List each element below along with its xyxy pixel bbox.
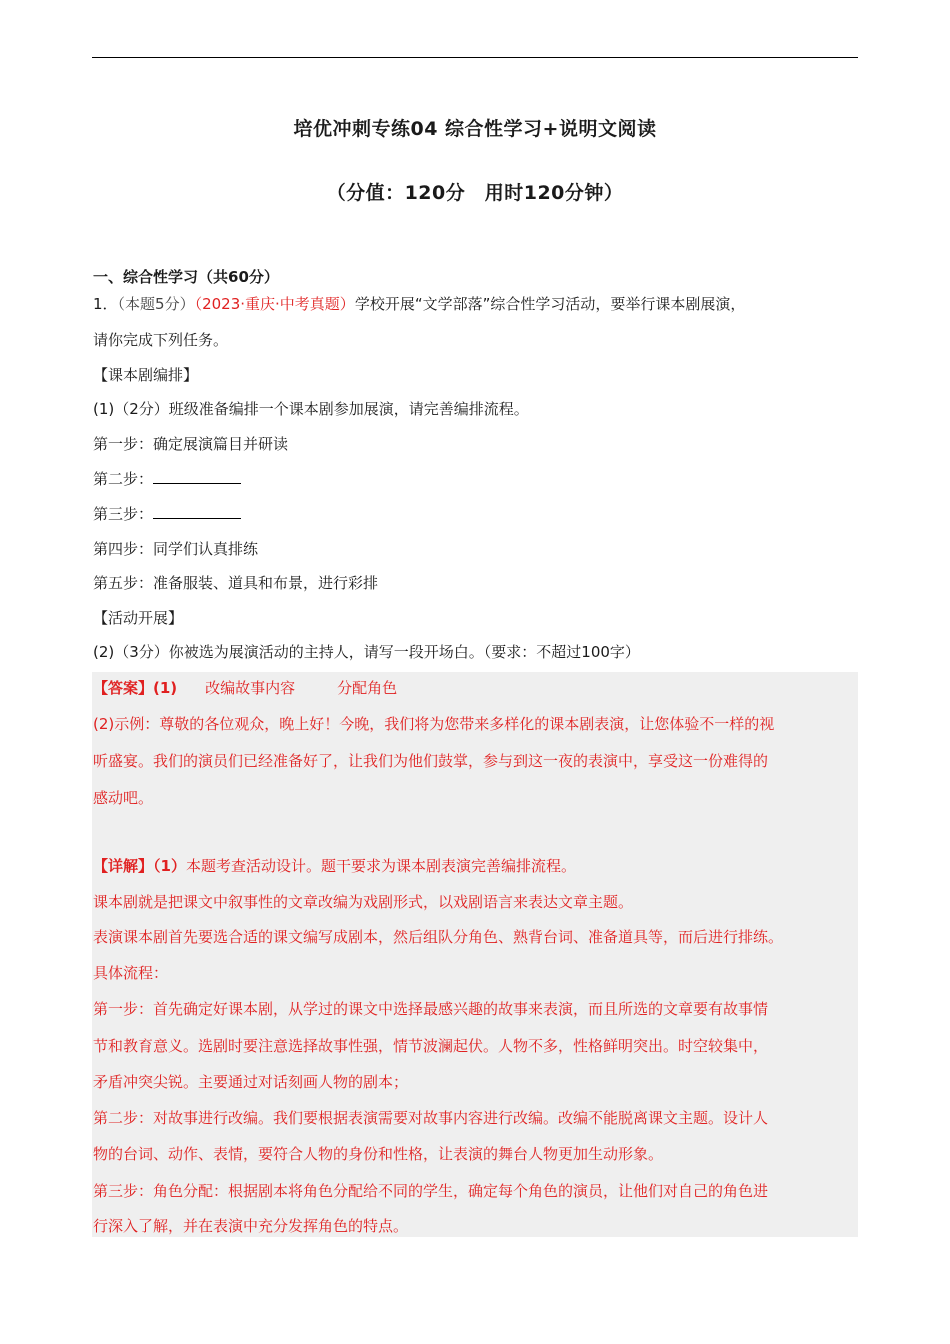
explanation-line6: 节和教育意义。选剧时要注意选择故事性强，情节波澜起伏。人物不多，性格鲜明突出。时空较集中， [93, 1037, 769, 1055]
header-rule [92, 57, 858, 58]
answer-part1 [93, 677, 397, 698]
step-1: 第一步：确定展演篇目并研读 [93, 435, 289, 453]
explanation-label: 【详解】（1） [93, 857, 186, 875]
explanation-line11: 行深入了解，并在表演中充分发挥角色的特点。 [93, 1217, 409, 1235]
question-text-cont: 请你完成下列任务。 [93, 331, 229, 349]
page-subtitle: （分值：120分 用时120分钟） [326, 182, 624, 204]
answer-p2-line1: (2)示例：尊敬的各位观众，晚上好！今晚，我们将为您带来多样化的课本剧表演，让您体验不一样的视 [93, 715, 775, 733]
section-heading: 一、综合性学习（共60分） [93, 268, 279, 286]
explanation-line1 [93, 855, 576, 876]
explanation-line9: 物的台词、动作、表情，要符合人物的身份和性格，让表演的舞台人物更加生动形象。 [93, 1145, 664, 1163]
part1-heading: 【课本剧编排】 [93, 366, 199, 384]
explanation-line2: 课本剧就是把课文中叙事性的文章改编为戏剧形式，以戏剧语言来表达文章主题。 [93, 893, 634, 911]
answer-p2-line3: 感动吧。 [93, 789, 154, 807]
step-5: 第五步：准备服装、道具和布景，进行彩排 [93, 574, 379, 592]
question-source: （2023·重庆·中考真题） [194, 295, 355, 313]
explanation-line10: 第三步：角色分配：根据剧本将角色分配给不同的学生，确定每个角色的演员，让他们对自己的角色进 [93, 1182, 769, 1200]
page-title: 培优冲刺专练04 综合性学习+说明文阅读 [293, 118, 657, 140]
step-3-label: 第三步： [93, 505, 154, 523]
step-3 [93, 503, 241, 524]
subquestion-2: (2)（3分）你被选为展演活动的主持人，请写一段开场白。（要求：不超过100字） [93, 643, 640, 661]
explanation-text: 本题考查活动设计。题干要求为课本剧表演完善编排流程。 [185, 857, 576, 875]
explanation-line3: 表演课本剧首先要选合适的课文编写成剧本，然后组队分角色、熟背台词、准备道具等，而后进行排练。 [93, 928, 784, 946]
step-2-blank [153, 469, 241, 484]
answer-p2-line2: 听盛宴。我们的演员们已经准备好了，让我们为他们鼓掌，参与到这一夜的表演中，享受这一份难得的 [93, 752, 769, 770]
part2-heading: 【活动开展】 [93, 609, 184, 627]
step-4: 第四步：同学们认真排练 [93, 540, 259, 558]
step-3-blank [153, 504, 241, 519]
explanation-line5: 第一步：首先确定好课本剧，从学过的课文中选择最感兴趣的故事来表演，而且所选的文章要有故事情 [93, 1000, 769, 1018]
question-intro [93, 293, 745, 314]
answer-item-1: 改编故事内容 [205, 679, 296, 697]
step-2-label: 第二步： [93, 470, 154, 488]
step-2 [93, 468, 241, 489]
question-number: 1． [93, 295, 118, 313]
explanation-line8: 第二步：对故事进行改编。我们要根据表演需要对故事内容进行改编。改编不能脱离课文主题。设计人 [93, 1109, 769, 1127]
explanation-line7: 矛盾冲突尖锐。主要通过对话刻画人物的剧本； [93, 1073, 409, 1091]
question-text: 学校开展“文学部落”综合性学习活动，要举行课本剧展演， [354, 295, 746, 313]
answer-label: 【答案】(1) [93, 679, 178, 697]
subquestion-1: (1)（2分）班级准备编排一个课本剧参加展演，请完善编排流程。 [93, 400, 529, 418]
question-score: （本题5分） [117, 295, 195, 313]
answer-item-2: 分配角色 [337, 679, 398, 697]
explanation-line4: 具体流程： [93, 964, 169, 982]
